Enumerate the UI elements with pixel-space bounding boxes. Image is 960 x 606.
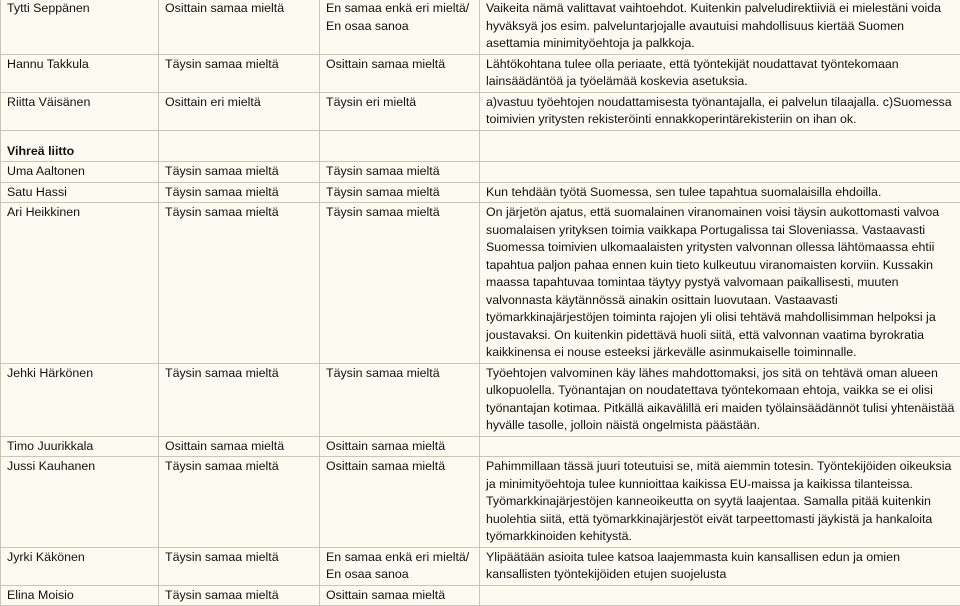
table-row — [1, 547, 960, 585]
candidate-name: Tytti Seppänen — [1, 0, 159, 54]
table-row — [1, 436, 960, 457]
answer-1: Täysin samaa mieltä — [159, 457, 320, 548]
comment: Kun tehdään työtä Suomessa, sen tulee tapahtua suomalaisilla ehdoilla. — [480, 182, 960, 203]
table-row — [1, 363, 960, 436]
table-row — [1, 162, 960, 183]
survey-table-body — [1, 0, 960, 606]
candidate-name: Jyrki Käkönen — [1, 547, 159, 585]
candidate-name: Satu Hassi — [1, 182, 159, 203]
answer-2: Osittain samaa mieltä — [320, 54, 480, 92]
answer-2: Osittain samaa mieltä — [320, 585, 480, 606]
answer-1: Osittain samaa mieltä — [159, 436, 320, 457]
answer-2: Täysin samaa mieltä — [320, 162, 480, 183]
comment: Ylipäätään asioita tulee katsoa laajemmasta kuin kansallisen edun ja omien kansallisten työntekijöiden etujen suojelusta — [480, 547, 960, 585]
answer-2: Täysin eri mieltä — [320, 92, 480, 130]
candidate-name: Jussi Kauhanen — [1, 457, 159, 548]
candidate-name: Ari Heikkinen — [1, 203, 159, 364]
group-title: Vihreä liitto — [1, 130, 159, 162]
answer-1: Täysin samaa mieltä — [159, 585, 320, 606]
table-row — [1, 182, 960, 203]
answer-2: Täysin samaa mieltä — [320, 363, 480, 436]
comment: a)vastuu työehtojen noudattamisesta työnantajalla, ei palvelun tilaajalla. c)Suomessa toimivien yritysten rekisteröinti ennakkoperintärekisteriin on ihan ok. — [480, 92, 960, 130]
answer-2: Täysin samaa mieltä — [320, 203, 480, 364]
table-row — [1, 457, 960, 548]
table-row — [1, 92, 960, 130]
comment: On järjetön ajatus, että suomalainen viranomainen voisi täysin aukottomasti valvoa suomalaisen yrityksen toimia vaikkapa Portugalissa tai Sloveniassa. Vastaavasti Suomessa toimivien ulkomaalaisten yritysten valvonnan ollessa lähtömaassa ehtii tapahtua paljon pahaa ennen kuin tieto kulkeutuu viranomaisten korviin. Kussakin maassa tapahtuvaa tomintaa täytyy pystyä valvomaan paikallisesti, muuten valvonnasta käytännössä ainakin osittain luovutaan. Vastaavasti työmarkkinajärjestöjen toiminta rajojen yli olisi tehtävä mahdollisimman helpoksi ja joustavaksi. On kuitenkin pidettävä huoli siitä, että valvonnan vaatima byrokratia kaikkinensa ei nouse esteeksi järkevälle asinmukaiselle toiminnalle. — [480, 203, 960, 364]
answer-1: Täysin samaa mieltä — [159, 182, 320, 203]
empty-cell — [480, 130, 960, 162]
answer-2: Osittain samaa mieltä — [320, 436, 480, 457]
answer-1: Täysin samaa mieltä — [159, 54, 320, 92]
candidate-name: Timo Juurikkala — [1, 436, 159, 457]
comment — [480, 585, 960, 606]
comment: Vaikeita nämä valittavat vaihtoehdot. Kuitenkin palveludirektiiviä ei mielestäni voida hyväksyä jos esim. palveluntarjojalle avautuisi mahdollisuus kiertää Suomen asettamia minimityöehtoja ja palkkoja. — [480, 0, 960, 54]
answer-2: En samaa enkä eri mieltä/ En osaa sanoa — [320, 547, 480, 585]
answer-1: Osittain eri mieltä — [159, 92, 320, 130]
candidate-name: Uma Aaltonen — [1, 162, 159, 183]
table-row — [1, 0, 960, 54]
empty-cell — [320, 130, 480, 162]
comment — [480, 436, 960, 457]
candidate-name: Jehki Härkönen — [1, 363, 159, 436]
candidate-name: Hannu Takkula — [1, 54, 159, 92]
table-row — [1, 54, 960, 92]
candidate-name: Elina Moisio — [1, 585, 159, 606]
comment: Pahimmillaan tässä juuri toteutuisi se, mitä aiemmin totesin. Työntekijöiden oikeuksia ja minimityöehtoja tulee kunnioittaa kaikissa EU-maissa ja kaikissa tilanteissa. Työmarkkinajärjestöjen kanneoikeutta on syytä laajentaa. Samalla pitää kuitenkin huolehtia siitä, että työmarkkinajärjestöt eivät tarpeettomasti jäykistä ja hankaloita työmarkkinoiden kehitystä. — [480, 457, 960, 548]
comment — [480, 162, 960, 183]
answer-2: Täysin samaa mieltä — [320, 182, 480, 203]
comment: Työehtojen valvominen käy lähes mahdottomaksi, jos sitä on tehtävä oman alueen ulkopuolella. Työnantajan on noudatettava työntekomaan ehtoja, vaikka se ei olisi työnantajan kotimaa. Pitkällä aikavälillä eri maiden työlainsäädännöt tulisi yhtenäistää hyvälle tasolle, jolloin näistä ongelmista päästään. — [480, 363, 960, 436]
answer-1: Osittain samaa mieltä — [159, 0, 320, 54]
answer-2: Osittain samaa mieltä — [320, 457, 480, 548]
group-header-row — [1, 130, 960, 162]
answer-2: En samaa enkä eri mieltä/ En osaa sanoa — [320, 0, 480, 54]
answer-1: Täysin samaa mieltä — [159, 162, 320, 183]
answer-1: Täysin samaa mieltä — [159, 547, 320, 585]
empty-cell — [159, 130, 320, 162]
table-row — [1, 203, 960, 364]
comment: Lähtökohtana tulee olla periaate, että työntekijät noudattavat työntekomaan lainsäädäntöä ja työelämää koskevia asetuksia. — [480, 54, 960, 92]
table-row — [1, 585, 960, 606]
answer-1: Täysin samaa mieltä — [159, 363, 320, 436]
answer-1: Täysin samaa mieltä — [159, 203, 320, 364]
candidate-name: Riitta Väisänen — [1, 92, 159, 130]
